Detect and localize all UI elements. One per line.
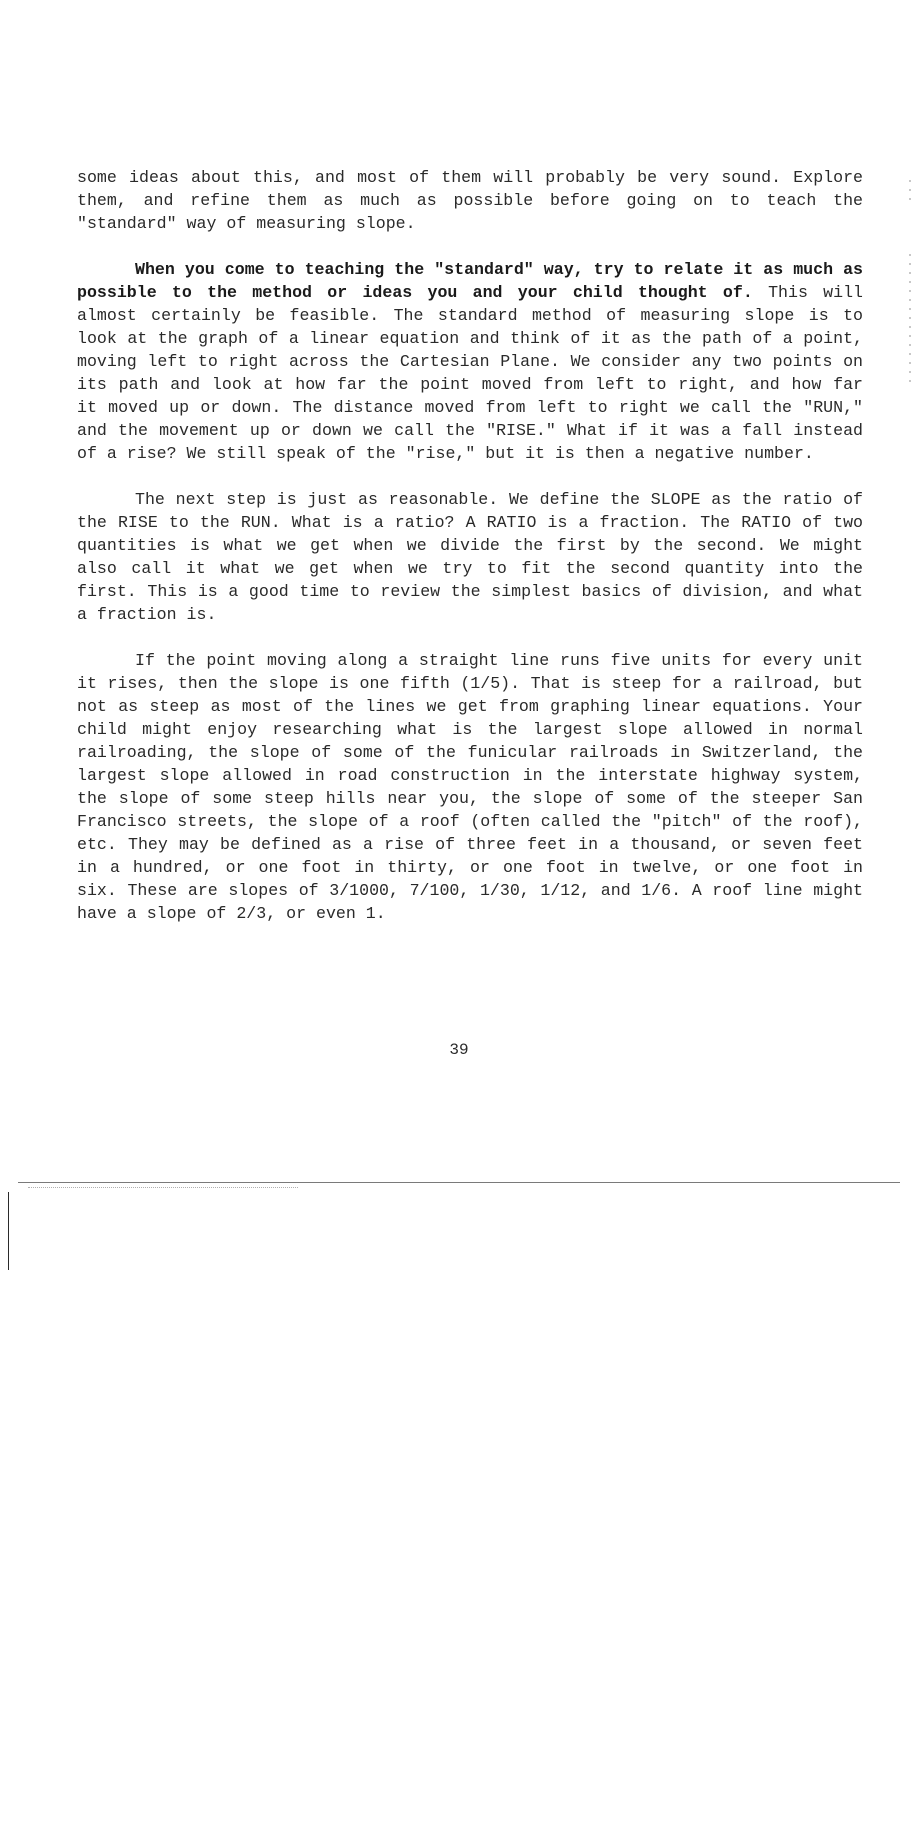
document-body bbox=[77, 166, 863, 948]
paragraph-continuation: some ideas about this, and most of them will probably be very sound. Explore them, and refine them as much as possible before going on to teach the "standard" way of measuring slope. bbox=[77, 168, 863, 233]
scan-margin-marks-top bbox=[909, 180, 911, 202]
scan-edge-rule bbox=[18, 1182, 900, 1183]
paragraph-standard-method-text: This will almost certainly be feasible. The standard method of measuring slope is to look at the graph of a linear equation and think of it as the path of a point, moving left to right across the Cartesian Plane. We consider any two points on its path and look at how far the point moved from left to right, and how far it moved up or down. The distance moved from left to right we call the "RUN," and the movement up or down we call the "RISE." What if it was a fall instead of a rise? We still speak of the "rise," but it is then a negative number. bbox=[77, 283, 864, 463]
bold-emphasis-sentence: When you come to teaching the "standard" way, try to relate it as much as possible to the method or ideas you and your child thought of. bbox=[77, 260, 863, 302]
paragraph-standard-method bbox=[77, 258, 863, 465]
paragraph-railroad-slopes: If the point moving along a straight line runs five units for every unit it rises, then the slope is one fifth (1/5). That is steep for a railroad, but not as steep as most of the lines we get from graphing linear equations. Your child might enjoy researching what is the largest slope allowed in normal railroading, the slope of some of the funicular railroads in Switzerland, the largest slope allowed in road construction in the interstate highway system, the slope of some steep hills near you, the slope of some of the steeper San Francisco streets, the slope of a roof (often called the "pitch" of the roof), etc. They may be defined as a rise of three feet in a thousand, or seven feet in a hundred, or one foot in thirty, or one foot in twelve, or one foot in six. These are slopes of 3/1000, 7/100, 1/30, 1/12, and 1/6. A roof line might have a slope of 2/3, or even 1. bbox=[77, 651, 863, 923]
scan-left-edge-bar bbox=[8, 1192, 9, 1270]
scan-margin-marks-middle bbox=[909, 254, 911, 382]
paragraph-slope-ratio: The next step is just as reasonable. We define the SLOPE as the ratio of the RISE to the RUN. What is a ratio? A RATIO is a fraction. The RATIO of two quantities is what we get when we divide the first by the second. We might also call it what we get when we try to fit the second quantity into the first. This is a good time to review the simplest basics of division, and what a fraction is. bbox=[77, 490, 863, 624]
page-number: 39 bbox=[449, 1041, 469, 1059]
scan-edge-speckle bbox=[28, 1187, 298, 1188]
